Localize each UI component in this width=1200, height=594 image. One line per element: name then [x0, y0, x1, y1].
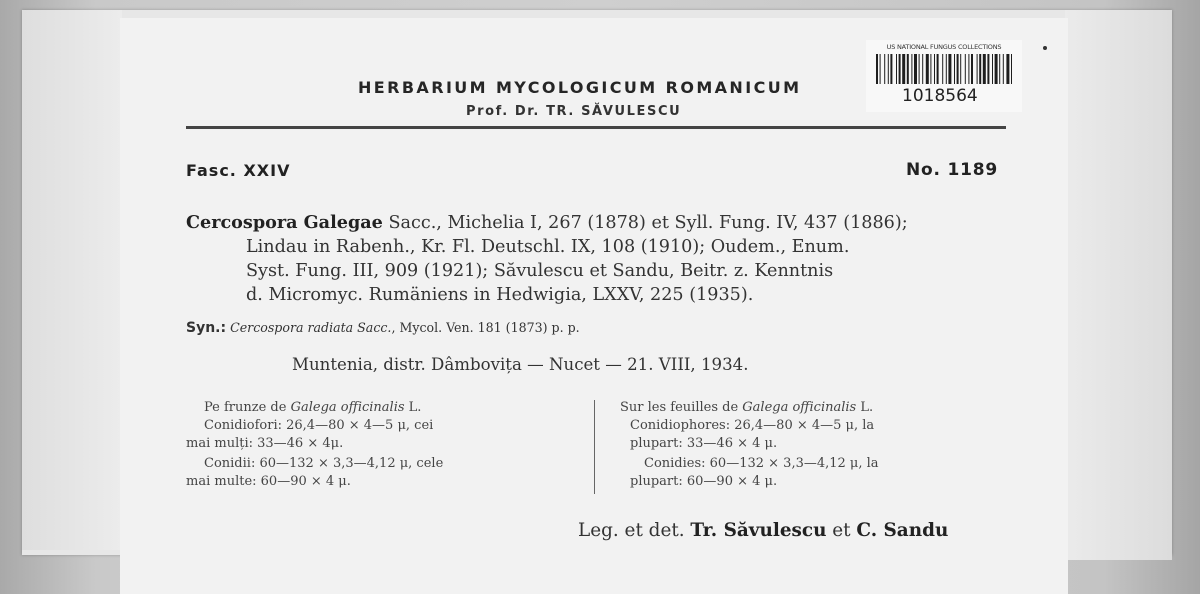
barcode-bar — [960, 54, 961, 84]
barcode-bar — [926, 54, 929, 84]
barcode-bar — [890, 54, 892, 84]
barcode-bar — [880, 54, 881, 84]
herbarium-director: Prof. Dr. TR. SĂVULESCU — [466, 104, 682, 119]
citation-text-1: Sacc., Michelia I, 267 (1878) et Syll. Fung. IV, 437 (1886); — [382, 213, 908, 233]
ro-line-5: mai multe: 60—90 × 4 μ. — [186, 474, 351, 489]
barcode-bar — [896, 54, 897, 84]
citation-line-4: d. Micromyc. Rumäniens in Hedwigia, LXXV, 225 (1935). — [246, 285, 754, 305]
barcode-bar — [965, 54, 966, 84]
species-name: Cercospora Galegae — [186, 212, 383, 233]
citation-line-2: Lindau in Rabenh., Kr. Fl. Deutschl. IX, 108 (1910); Oudem., Enum. — [246, 237, 850, 257]
barcode-bar — [914, 54, 917, 84]
packet-fold-right — [1065, 10, 1172, 560]
barcode-caption: US NATIONAL FUNGUS COLLECTIONS — [886, 43, 1002, 51]
barcode-bar — [930, 54, 931, 84]
barcode-bar — [968, 54, 969, 84]
barcode-image — [876, 54, 1012, 84]
barcode-bar — [995, 54, 998, 84]
barcode-bar — [946, 54, 947, 84]
fr-line-3: plupart: 33—46 × 4 μ. — [630, 436, 778, 451]
collector-name-1: Tr. Săvulescu — [690, 520, 827, 541]
ro-host-prefix: Pe frunze de — [204, 400, 291, 415]
fr-line-5: plupart: 60—90 × 4 μ. — [630, 474, 778, 489]
fr-host-prefix: Sur les feuilles de — [620, 400, 743, 415]
synonym-line — [186, 320, 580, 336]
citation-line-3: Syst. Fung. III, 909 (1921); Săvulescu et Sandu, Beitr. z. Kenntnis — [246, 261, 834, 281]
synonym-reference: , Mycol. Ven. 181 (1873) p. p. — [391, 320, 580, 335]
collector-line — [578, 520, 948, 541]
barcode-bar — [888, 54, 889, 84]
barcode-bar — [942, 54, 943, 84]
collector-name-2: C. Sandu — [856, 520, 949, 541]
barcode-bar — [983, 54, 986, 84]
barcode-bar — [899, 54, 901, 84]
barcode-bar — [937, 54, 939, 84]
fr-line-2: Conidiophores: 26,4—80 × 4—5 μ, la — [630, 418, 875, 433]
barcode-bar — [971, 54, 973, 84]
barcode-bar — [884, 54, 885, 84]
barcode-bar — [1003, 54, 1004, 84]
barcode-number: 1018564 — [902, 86, 978, 106]
collector-conjunction: et — [826, 520, 857, 541]
fr-line-4: Conidies: 60—132 × 3,3—4,12 μ, la — [644, 456, 879, 471]
synonym-label: Syn.: — [186, 320, 227, 336]
barcode-bar — [919, 54, 920, 84]
ro-host-name: Galega officinalis — [290, 400, 405, 415]
barcode-bar — [1011, 54, 1012, 84]
ro-host-author: L. — [404, 400, 422, 415]
barcode-bar — [992, 54, 993, 84]
fascicle-number: Fasc. XXIV — [186, 161, 291, 180]
ro-line-2: Conidiofori: 26,4—80 × 4—5 μ, cei — [204, 418, 434, 433]
citation-line-1 — [186, 212, 908, 233]
fr-host-name: Galega officinalis — [742, 400, 857, 415]
barcode-bar — [911, 54, 912, 84]
header-rule — [186, 126, 1006, 129]
fr-host-author: L. — [856, 400, 874, 415]
specimen-number: No. 1189 — [906, 160, 998, 180]
ro-line-1 — [204, 400, 421, 415]
barcode-bar — [1006, 54, 1009, 84]
column-divider — [594, 400, 595, 494]
barcode-bar — [999, 54, 1000, 84]
barcode-bar — [907, 54, 909, 84]
speck — [1043, 46, 1047, 50]
synonym-name: Cercospora radiata Sacc. — [226, 320, 392, 335]
barcode-bar — [954, 54, 955, 84]
barcode-bar — [876, 54, 878, 84]
fr-line-1 — [620, 400, 873, 415]
ro-line-4: Conidii: 60—132 × 3,3—4,12 μ, cele — [204, 456, 444, 471]
barcode-bar — [987, 54, 989, 84]
barcode-bar — [922, 54, 923, 84]
packet-fold-left — [22, 10, 122, 550]
locality: Muntenia, distr. Dâmbovița — Nucet — 21. VIII, 1934. — [292, 355, 749, 374]
barcode-bar — [977, 54, 978, 84]
barcode-bar — [948, 54, 951, 84]
barcode-bar — [902, 54, 905, 84]
collector-prefix: Leg. et det. — [578, 520, 691, 541]
barcode-bar — [957, 54, 959, 84]
barcode-bar — [934, 54, 935, 84]
barcode-bar — [979, 54, 981, 84]
herbarium-title: HERBARIUM MYCOLOGICUM ROMANICUM — [358, 78, 802, 97]
ro-line-3: mai mulți: 33—46 × 4μ. — [186, 436, 344, 451]
